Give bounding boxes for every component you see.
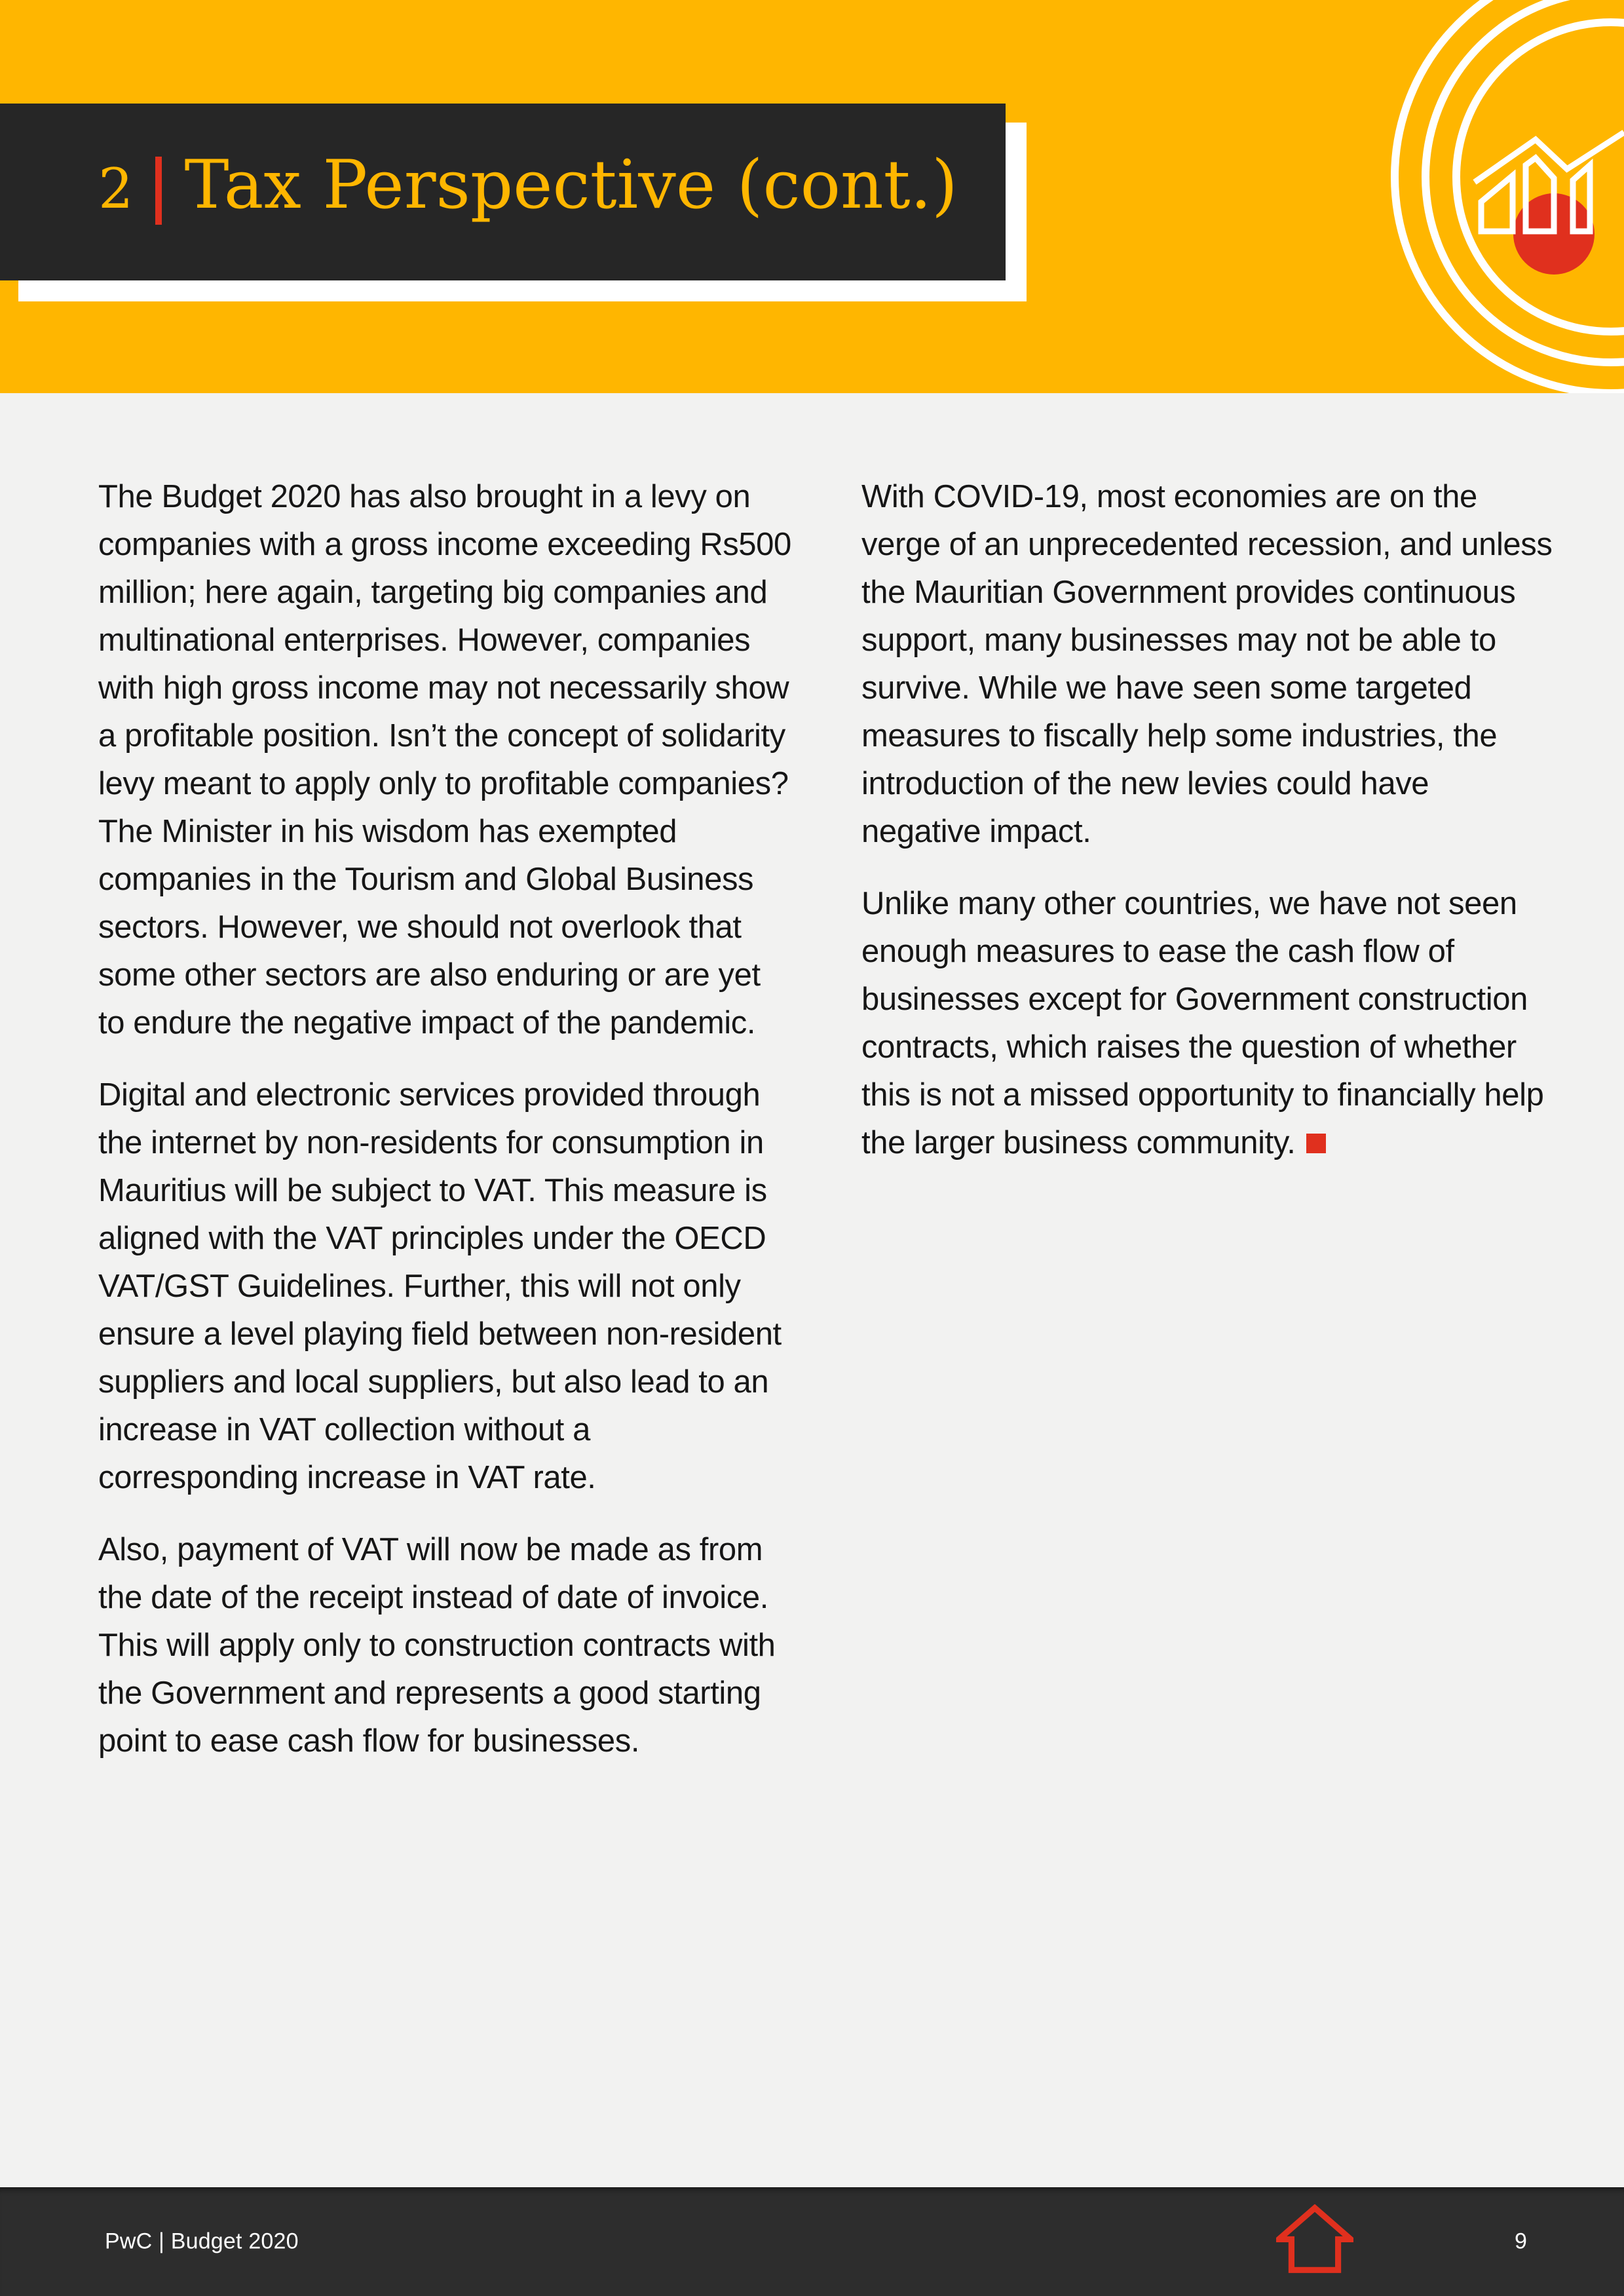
home-icon[interactable] — [1276, 2204, 1353, 2276]
page-number: 9 — [1515, 2229, 1527, 2254]
body-paragraph: With COVID-19, most economies are on the verge of an unprecedented recession, and unless the Mauritian Government provides continuous support, many businesses may not be able to survive. While we have seen some targeted measures to fiscally help some industries, the introduction of the new levies could have negative impact. — [861, 479, 1553, 849]
column-right — [861, 473, 1556, 1789]
body-paragraph — [861, 880, 1556, 1167]
footer-brand-text: PwC | Budget 2020 — [105, 2229, 299, 2254]
title-divider-bar — [155, 157, 162, 225]
section-banner — [0, 104, 1006, 280]
body-paragraph: Also, payment of VAT will now be made as from the date of the receipt instead of date of invoice. This will apply only to construction contracts with the Government and represents a good starting point to ease cash flow for businesses. — [98, 1532, 776, 1759]
article-body — [98, 473, 1556, 1789]
body-paragraph: The Budget 2020 has also brought in a levy on companies with a gross income exceeding Rs500 million; here again, targeting big companies and multinational enterprises. However, companies with high gross income may not necessarily show a profitable position. Isn’t the concept of solidarity levy meant to apply only to profitable companies? The Minister in his wisdom has exempted companies in the Tourism and Global Business sectors. However, we should not overlook that some other sectors are also enduring or are yet to endure the negative impact of the pandemic. — [98, 479, 791, 1041]
budget-rings-logo — [1296, 0, 1624, 393]
section-title-row — [98, 140, 958, 224]
section-number: 2 — [98, 156, 134, 221]
end-of-article-marker — [1306, 1134, 1326, 1153]
paragraph-text: Unlike many other countries, we have not seen enough measures to ease the cash flow of businesses except for Government construction contracts, which raises the question of whether this is not a missed opportunity to financially help the larger business community. — [861, 886, 1544, 1160]
footer-bar — [0, 2187, 1624, 2296]
page-title: Tax Perspective (cont.) — [184, 145, 958, 224]
body-paragraph: Digital and electronic services provided through the internet by non-residents for consumption in Mauritius will be subject to VAT. This measure is aligned with the VAT principles under the OECD VAT/GST Guidelines. Further, this will not only ensure a level playing field between non-resident suppliers and local suppliers, but also lead to an increase in VAT collection without a corresponding increase in VAT rate. — [98, 1077, 782, 1495]
column-left — [98, 473, 793, 1789]
